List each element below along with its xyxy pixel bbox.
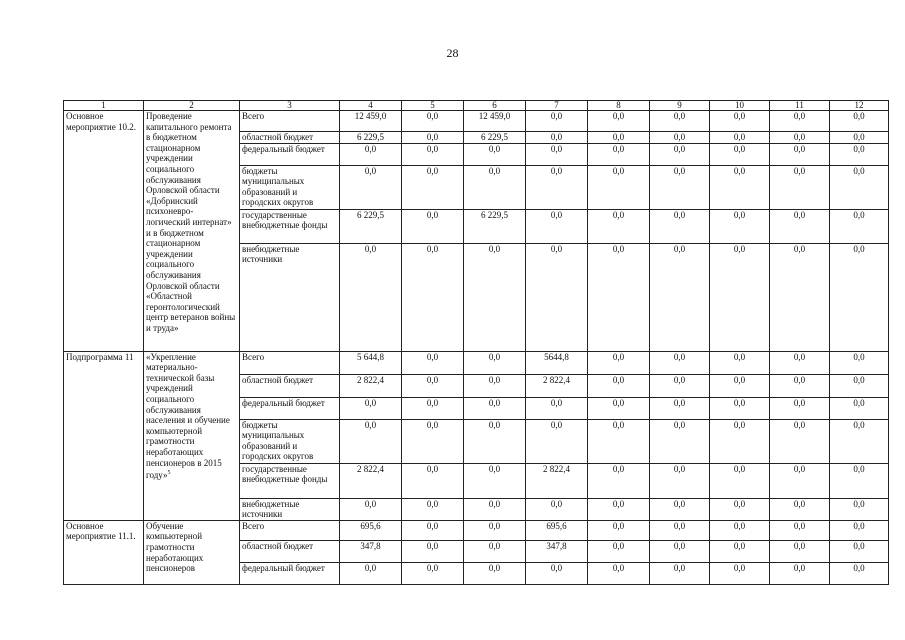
value-cell: 0,0 xyxy=(588,132,650,144)
value-cell: 0,0 xyxy=(402,143,464,165)
value-cell: 0,0 xyxy=(830,463,889,498)
value-cell: 2 822,4 xyxy=(526,374,588,397)
value-cell: 0,0 xyxy=(464,143,526,165)
value-cell: 0,0 xyxy=(650,351,710,374)
value-cell: 0,0 xyxy=(588,463,650,498)
value-cell: 0,0 xyxy=(710,351,770,374)
value-cell: 0,0 xyxy=(588,165,650,209)
value-cell: 0,0 xyxy=(830,243,889,351)
program-description xyxy=(144,351,240,520)
table-row xyxy=(64,111,889,132)
value-cell: 0,0 xyxy=(650,562,710,584)
value-cell: 0,0 xyxy=(402,562,464,584)
value-cell: 0,0 xyxy=(710,419,770,463)
value-cell: 0,0 xyxy=(830,520,889,540)
value-cell: 0,0 xyxy=(830,540,889,562)
funding-source: Всего xyxy=(240,351,340,374)
value-cell: 0,0 xyxy=(770,397,830,419)
value-cell: 0,0 xyxy=(770,165,830,209)
value-cell: 0,0 xyxy=(650,463,710,498)
value-cell: 0,0 xyxy=(526,132,588,144)
value-cell: 0,0 xyxy=(650,374,710,397)
column-header: 11 xyxy=(770,101,830,111)
value-cell: 347,8 xyxy=(526,540,588,562)
value-cell: 0,0 xyxy=(710,540,770,562)
description-text: Обучение компьютерной грамотности неработающих пенсионеров xyxy=(146,520,204,574)
description-text: Проведение капитального ремонта в бюджетном стационарном учреждении социального обслуживания Орловской области «Добринский психоневро-логический интернат» и в бюджетном стационарном учреждении социального обслуживания Орловской области «Областной геронтологический центр ветеранов войны и труда» xyxy=(146,111,236,333)
value-cell: 0,0 xyxy=(650,419,710,463)
value-cell: 0,0 xyxy=(588,562,650,584)
value-cell: 0,0 xyxy=(650,520,710,540)
value-cell: 0,0 xyxy=(710,165,770,209)
value-cell: 0,0 xyxy=(650,132,710,144)
value-cell: 0,0 xyxy=(830,419,889,463)
value-cell: 0,0 xyxy=(464,520,526,540)
value-cell: 0,0 xyxy=(340,397,402,419)
program-label: Основное мероприятие 11.1. xyxy=(64,520,144,584)
value-cell: 0,0 xyxy=(402,540,464,562)
column-header: 3 xyxy=(240,101,340,111)
value-cell: 0,0 xyxy=(710,374,770,397)
column-header: 10 xyxy=(710,101,770,111)
value-cell: 0,0 xyxy=(464,540,526,562)
value-cell: 0,0 xyxy=(402,132,464,144)
value-cell: 0,0 xyxy=(526,111,588,132)
value-cell: 0,0 xyxy=(588,143,650,165)
value-cell: 0,0 xyxy=(402,374,464,397)
value-cell: 0,0 xyxy=(402,111,464,132)
column-header: 12 xyxy=(830,101,889,111)
program-description xyxy=(144,520,240,584)
value-cell: 0,0 xyxy=(830,498,889,520)
column-header: 8 xyxy=(588,101,650,111)
value-cell: 0,0 xyxy=(588,374,650,397)
value-cell: 2 822,4 xyxy=(340,463,402,498)
funding-source: Всего xyxy=(240,111,340,132)
value-cell: 0,0 xyxy=(770,520,830,540)
value-cell: 12 459,0 xyxy=(340,111,402,132)
value-cell: 0,0 xyxy=(710,463,770,498)
column-header: 5 xyxy=(402,101,464,111)
value-cell: 0,0 xyxy=(526,243,588,351)
value-cell: 0,0 xyxy=(402,243,464,351)
value-cell: 0,0 xyxy=(402,498,464,520)
program-label: Подпрограмма 11 xyxy=(64,351,144,520)
value-cell: 0,0 xyxy=(650,143,710,165)
funding-source: государственные внебюджетные фонды xyxy=(240,209,340,243)
value-cell: 0,0 xyxy=(650,397,710,419)
funding-source: областной бюджет xyxy=(240,132,340,144)
value-cell: 0,0 xyxy=(650,209,710,243)
column-header: 4 xyxy=(340,101,402,111)
value-cell: 5644,8 xyxy=(526,351,588,374)
value-cell: 0,0 xyxy=(464,562,526,584)
value-cell: 0,0 xyxy=(830,165,889,209)
value-cell: 0,0 xyxy=(402,351,464,374)
value-cell: 0,0 xyxy=(710,520,770,540)
value-cell: 0,0 xyxy=(588,351,650,374)
value-cell: 695,6 xyxy=(526,520,588,540)
value-cell: 0,0 xyxy=(650,498,710,520)
value-cell: 0,0 xyxy=(710,143,770,165)
value-cell: 0,0 xyxy=(770,498,830,520)
value-cell: 0,0 xyxy=(464,397,526,419)
value-cell: 0,0 xyxy=(526,419,588,463)
value-cell: 0,0 xyxy=(710,209,770,243)
value-cell: 0,0 xyxy=(710,243,770,351)
value-cell: 0,0 xyxy=(588,520,650,540)
value-cell: 0,0 xyxy=(830,132,889,144)
value-cell: 5 644,8 xyxy=(340,351,402,374)
funding-table xyxy=(63,100,889,585)
value-cell: 0,0 xyxy=(710,562,770,584)
value-cell: 0,0 xyxy=(402,209,464,243)
value-cell: 695,6 xyxy=(340,520,402,540)
value-cell: 0,0 xyxy=(830,562,889,584)
value-cell: 0,0 xyxy=(526,165,588,209)
value-cell: 0,0 xyxy=(464,351,526,374)
page-number: 28 xyxy=(446,46,459,60)
program-label: Основное мероприятие 10.2. xyxy=(64,111,144,352)
value-cell: 0,0 xyxy=(710,397,770,419)
value-cell: 0,0 xyxy=(340,165,402,209)
funding-source: федеральный бюджет xyxy=(240,397,340,419)
value-cell: 0,0 xyxy=(770,374,830,397)
value-cell: 2 822,4 xyxy=(526,463,588,498)
value-cell: 0,0 xyxy=(770,132,830,144)
value-cell: 0,0 xyxy=(588,209,650,243)
header-row xyxy=(64,101,889,111)
funding-source: внебюджетные источники xyxy=(240,498,340,520)
footnote-marker: 5 xyxy=(167,470,171,477)
value-cell: 0,0 xyxy=(650,243,710,351)
funding-source: федеральный бюджет xyxy=(240,562,340,584)
value-cell: 0,0 xyxy=(770,243,830,351)
value-cell: 0,0 xyxy=(588,397,650,419)
value-cell: 0,0 xyxy=(464,374,526,397)
value-cell: 6 229,5 xyxy=(464,209,526,243)
funding-source: государственные внебюджетные фонды xyxy=(240,463,340,498)
funding-source: федеральный бюджет xyxy=(240,143,340,165)
column-header: 7 xyxy=(526,101,588,111)
funding-source: областной бюджет xyxy=(240,540,340,562)
value-cell: 0,0 xyxy=(710,132,770,144)
value-cell: 0,0 xyxy=(526,143,588,165)
funding-source: бюджеты муниципальных образований и городских округов xyxy=(240,419,340,463)
value-cell: 0,0 xyxy=(340,498,402,520)
value-cell: 0,0 xyxy=(340,243,402,351)
value-cell: 0,0 xyxy=(526,498,588,520)
value-cell: 0,0 xyxy=(650,540,710,562)
column-header: 9 xyxy=(650,101,710,111)
column-header: 6 xyxy=(464,101,526,111)
value-cell: 12 459,0 xyxy=(464,111,526,132)
value-cell: 0,0 xyxy=(340,419,402,463)
funding-source: внебюджетные источники xyxy=(240,243,340,351)
value-cell: 0,0 xyxy=(770,143,830,165)
value-cell: 6 229,5 xyxy=(340,132,402,144)
value-cell: 0,0 xyxy=(770,562,830,584)
value-cell: 0,0 xyxy=(650,165,710,209)
value-cell: 347,8 xyxy=(340,540,402,562)
funding-source: бюджеты муниципальных образований и городских округов xyxy=(240,165,340,209)
value-cell: 0,0 xyxy=(464,243,526,351)
value-cell: 0,0 xyxy=(830,209,889,243)
value-cell: 6 229,5 xyxy=(340,209,402,243)
value-cell: 0,0 xyxy=(464,165,526,209)
value-cell: 0,0 xyxy=(526,397,588,419)
table-row xyxy=(64,351,889,374)
value-cell: 2 822,4 xyxy=(340,374,402,397)
value-cell: 0,0 xyxy=(770,209,830,243)
column-header: 2 xyxy=(144,101,240,111)
description-text: «Укрепление материально-технической базы учреждений социального обслуживания населения и обучение компьютерной грамотности неработающих пенсионеров в 2015 году» xyxy=(146,351,230,481)
value-cell: 0,0 xyxy=(340,143,402,165)
funding-source: Всего xyxy=(240,520,340,540)
table-row xyxy=(64,520,889,540)
value-cell: 0,0 xyxy=(588,419,650,463)
value-cell: 0,0 xyxy=(464,498,526,520)
value-cell: 0,0 xyxy=(770,419,830,463)
value-cell: 0,0 xyxy=(770,351,830,374)
value-cell: 0,0 xyxy=(830,351,889,374)
funding-source: областной бюджет xyxy=(240,374,340,397)
value-cell: 0,0 xyxy=(402,463,464,498)
value-cell: 0,0 xyxy=(588,540,650,562)
value-cell: 0,0 xyxy=(830,374,889,397)
value-cell: 0,0 xyxy=(588,498,650,520)
program-description xyxy=(144,111,240,352)
value-cell: 0,0 xyxy=(830,111,889,132)
value-cell: 0,0 xyxy=(770,540,830,562)
value-cell: 0,0 xyxy=(588,243,650,351)
value-cell: 0,0 xyxy=(464,463,526,498)
value-cell: 0,0 xyxy=(402,165,464,209)
value-cell: 0,0 xyxy=(770,463,830,498)
value-cell: 0,0 xyxy=(650,111,710,132)
value-cell: 0,0 xyxy=(340,562,402,584)
value-cell: 0,0 xyxy=(830,143,889,165)
value-cell: 0,0 xyxy=(464,419,526,463)
value-cell: 0,0 xyxy=(770,111,830,132)
value-cell: 0,0 xyxy=(710,111,770,132)
value-cell: 0,0 xyxy=(588,111,650,132)
value-cell: 0,0 xyxy=(402,419,464,463)
value-cell: 0,0 xyxy=(526,209,588,243)
value-cell: 0,0 xyxy=(402,397,464,419)
value-cell: 0,0 xyxy=(830,397,889,419)
value-cell: 6 229,5 xyxy=(464,132,526,144)
column-header: 1 xyxy=(64,101,144,111)
value-cell: 0,0 xyxy=(710,498,770,520)
value-cell: 0,0 xyxy=(402,520,464,540)
value-cell: 0,0 xyxy=(526,562,588,584)
